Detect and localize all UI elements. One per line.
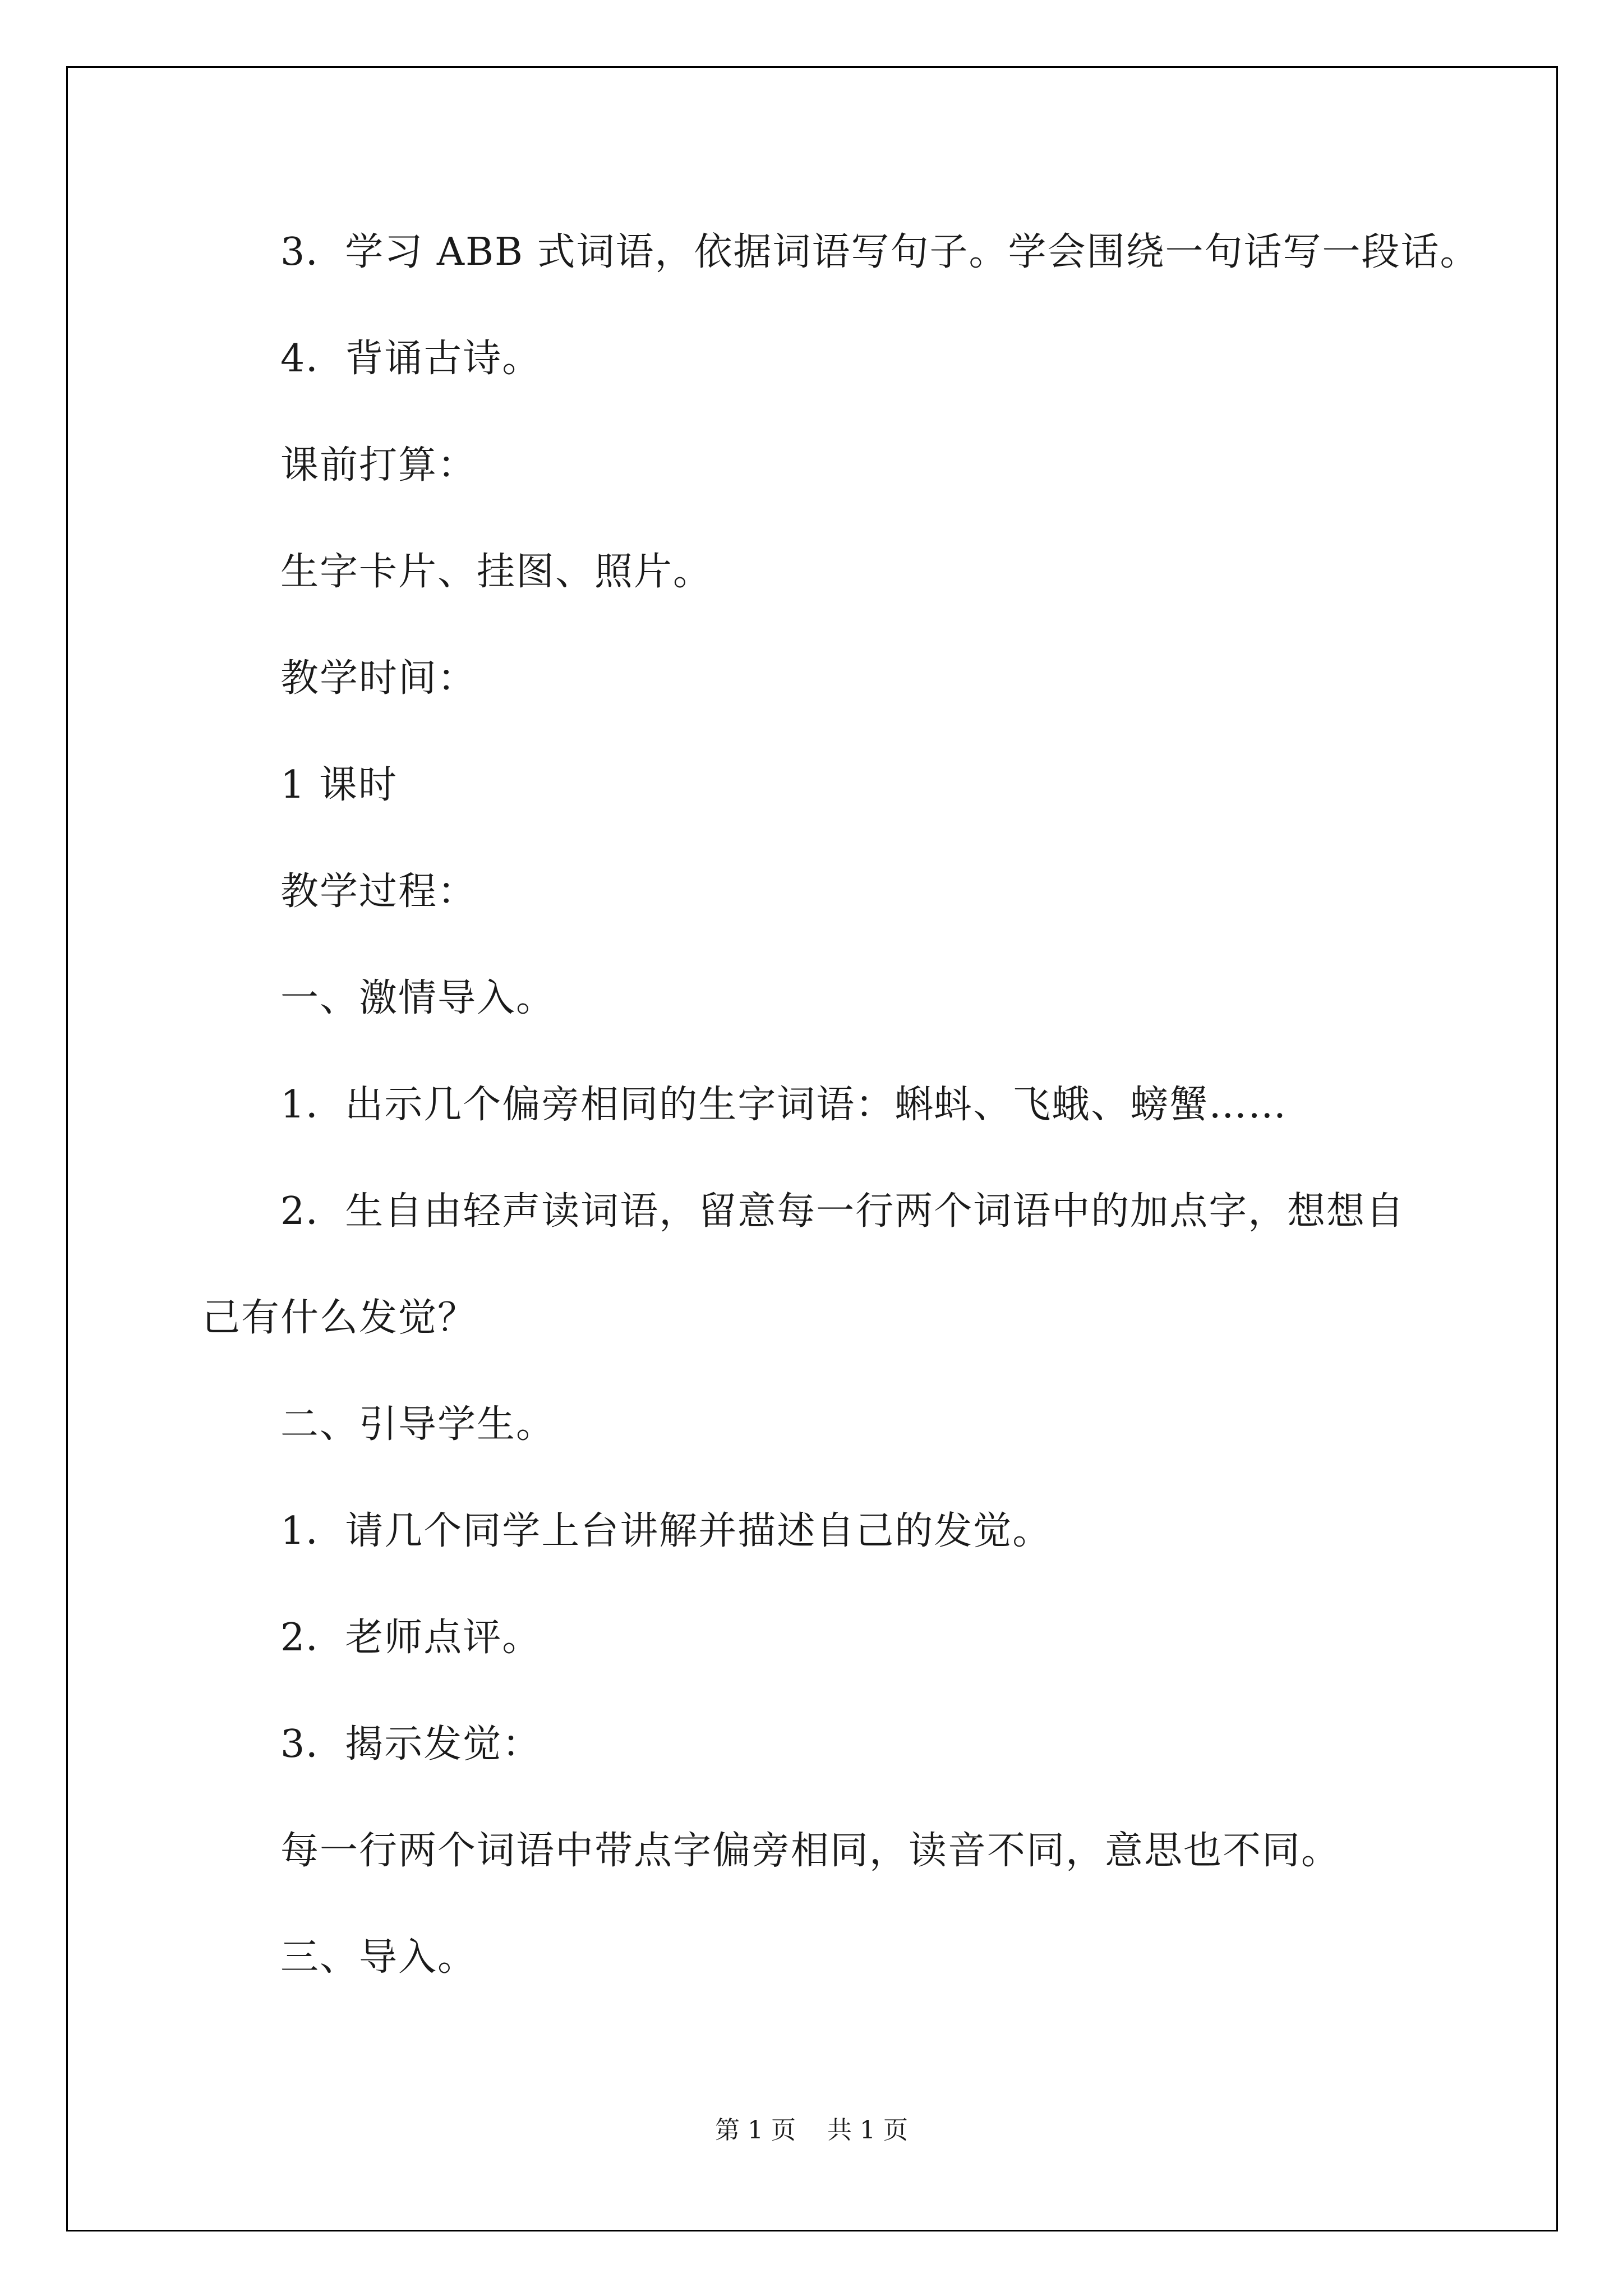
paragraph: 一、激情导入。 (280, 976, 556, 1020)
page-number-current: 第 1 页 (715, 2116, 796, 2145)
paragraph: 4．背诵古诗。 (280, 337, 542, 381)
paragraph: 2．老师点评。 (280, 1616, 542, 1660)
paragraph: 1．出示几个偏旁相同的生字词语：蝌蚪、飞蛾、螃蟹…… (280, 1083, 1288, 1127)
paragraph: 2．生自由轻声读词语，留意每一行两个词语中的加点字，想想自 (280, 1189, 1405, 1234)
paragraph: 3．揭示发觉： (280, 1722, 542, 1766)
paragraph: 己有什么发觉？ (202, 1296, 477, 1340)
page-footer (0, 2114, 1623, 2147)
paragraph: 课前打算： (280, 443, 477, 487)
page-number-total: 共 1 页 (827, 2116, 908, 2145)
paragraph: 教学时间： (280, 656, 477, 701)
paragraph: 1 课时 (280, 763, 398, 807)
paragraph: 每一行两个词语中带点字偏旁相同，读音不同，意思也不同。 (280, 1829, 1341, 1873)
paragraph: 1．请几个同学上台讲解并描述自己的发觉。 (280, 1509, 1052, 1553)
paragraph: 三、导入。 (280, 1935, 477, 1980)
page-border (66, 66, 1558, 2231)
paragraph: 3．学习 ABB 式词语，依据词语写句子。学会围绕一句话写一段话。 (280, 230, 1479, 274)
paragraph: 教学过程： (280, 869, 477, 914)
paragraph: 二、引导学生。 (280, 1402, 556, 1447)
paragraph: 生字卡片、挂图、照片。 (280, 550, 713, 594)
